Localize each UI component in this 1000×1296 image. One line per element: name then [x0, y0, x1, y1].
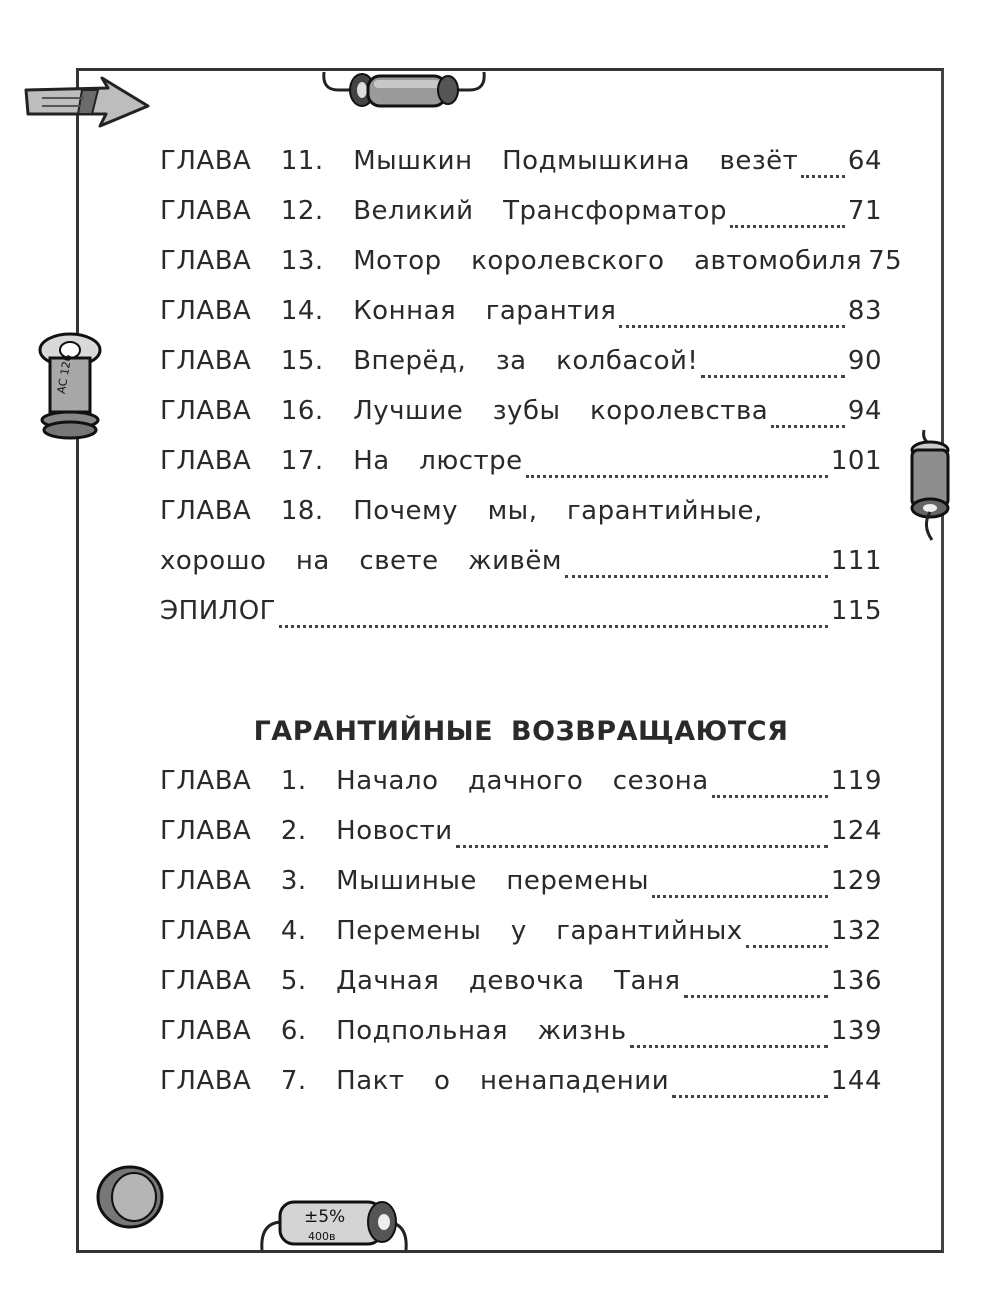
toc-entry-title: ГЛАВА 13. Мотор королевского автомобиля: [160, 246, 863, 276]
toc-entry[interactable]: [160, 1066, 882, 1106]
toc-entry-page: 119: [830, 766, 882, 796]
toc-entry-page: 83: [847, 296, 882, 326]
toc-entry[interactable]: [160, 296, 882, 336]
arrow-icon: [22, 74, 154, 130]
toc-entry-page: 75: [868, 246, 903, 276]
toc-entry-title: ЭПИЛОГ: [160, 596, 277, 626]
resistor-bottom-icon: [256, 1188, 412, 1254]
toc-entry[interactable]: [160, 246, 903, 286]
dot-leader: [672, 1094, 828, 1098]
dot-leader: [456, 844, 828, 848]
toc-entry-page: 111: [830, 546, 882, 576]
capacitor-icon: [902, 426, 960, 544]
toc-entry-page: 71: [847, 196, 882, 226]
coil-icon: [34, 330, 106, 442]
resistor-marking-top: ±5%: [304, 1207, 346, 1227]
toc-entry-title: ГЛАВА 1. Начало дачного сезона: [160, 766, 709, 796]
disc-icon: [92, 1162, 166, 1232]
toc-entry-title: хорошо на свете живём: [160, 546, 562, 576]
toc-entry-title: ГЛАВА 16. Лучшие зубы королевства: [160, 396, 769, 426]
toc-entry-title: ГЛАВА 2. Новости: [160, 816, 453, 846]
toc-entry-epilogue[interactable]: [160, 596, 882, 636]
toc-entry[interactable]: [160, 146, 882, 186]
toc-entry-title: ГЛАВА 5. Дачная девочка Таня: [160, 966, 681, 996]
dot-leader: [619, 324, 845, 328]
toc-entry-title: ГЛАВА 17. На люстре: [160, 446, 523, 476]
toc-entry-title: ГЛАВА 15. Вперёд, за колбасой!: [160, 346, 699, 376]
toc-entry-page: 132: [830, 916, 882, 946]
toc-entry-title: ГЛАВА 18. Почему мы, гарантийные,: [160, 496, 763, 526]
toc-entry-title: ГЛАВА 14. Конная гарантия: [160, 296, 617, 326]
dot-leader: [701, 374, 845, 378]
toc-entry[interactable]: [160, 966, 882, 1006]
toc-entry[interactable]: [160, 866, 882, 906]
toc-entry-page: 94: [847, 396, 882, 426]
toc-entry-page: 144: [830, 1066, 882, 1096]
dot-leader: [565, 574, 828, 578]
toc-entry-page: 101: [830, 446, 882, 476]
section-heading: ГАРАНТИЙНЫЕ ВОЗВРАЩАЮТСЯ: [253, 716, 789, 747]
dot-leader: [801, 174, 845, 178]
toc-entry[interactable]: [160, 446, 882, 486]
resistor-top-icon: [318, 68, 490, 114]
toc-entry-title: ГЛАВА 11. Мышкин Подмышкина везёт: [160, 146, 799, 176]
toc-entry[interactable]: [160, 916, 882, 956]
dot-leader: [684, 994, 828, 998]
toc-entry-page: 139: [830, 1016, 882, 1046]
toc-entry-page: 124: [830, 816, 882, 846]
toc-entry-title: ГЛАВА 3. Мышиные перемены: [160, 866, 650, 896]
toc-entry-title: ГЛАВА 7. Пакт о ненападении: [160, 1066, 670, 1096]
toc-entry-title: ГЛАВА 12. Великий Трансформатор: [160, 196, 727, 226]
dot-leader: [630, 1044, 828, 1048]
dot-leader: [730, 224, 845, 228]
toc-entry[interactable]: [160, 396, 882, 436]
toc-entry-page: 136: [830, 966, 882, 996]
toc-entry-title: ГЛАВА 4. Перемены у гарантийных: [160, 916, 743, 946]
toc-entry-page: 64: [847, 146, 882, 176]
toc-entry-page: 115: [830, 596, 882, 626]
toc-entry[interactable]: [160, 346, 882, 386]
dot-leader: [712, 794, 828, 798]
toc-entry-18-line1[interactable]: [160, 496, 882, 536]
dot-leader: [526, 474, 828, 478]
toc-entry[interactable]: [160, 766, 882, 806]
toc-entry-page: 129: [830, 866, 882, 896]
toc-entry-18-line2[interactable]: [160, 546, 882, 586]
dot-leader: [279, 624, 828, 628]
toc-entry[interactable]: [160, 816, 882, 856]
dot-leader: [746, 944, 828, 948]
dot-leader: [652, 894, 828, 898]
toc-entry-page: 90: [847, 346, 882, 376]
dot-leader: [771, 424, 845, 428]
toc-entry[interactable]: [160, 1016, 882, 1056]
toc-entry[interactable]: [160, 196, 882, 236]
toc-entry-title: ГЛАВА 6. Подпольная жизнь: [160, 1016, 627, 1046]
resistor-marking-bottom: 400в: [308, 1230, 336, 1243]
coil-marking: АС 126: [54, 353, 75, 395]
